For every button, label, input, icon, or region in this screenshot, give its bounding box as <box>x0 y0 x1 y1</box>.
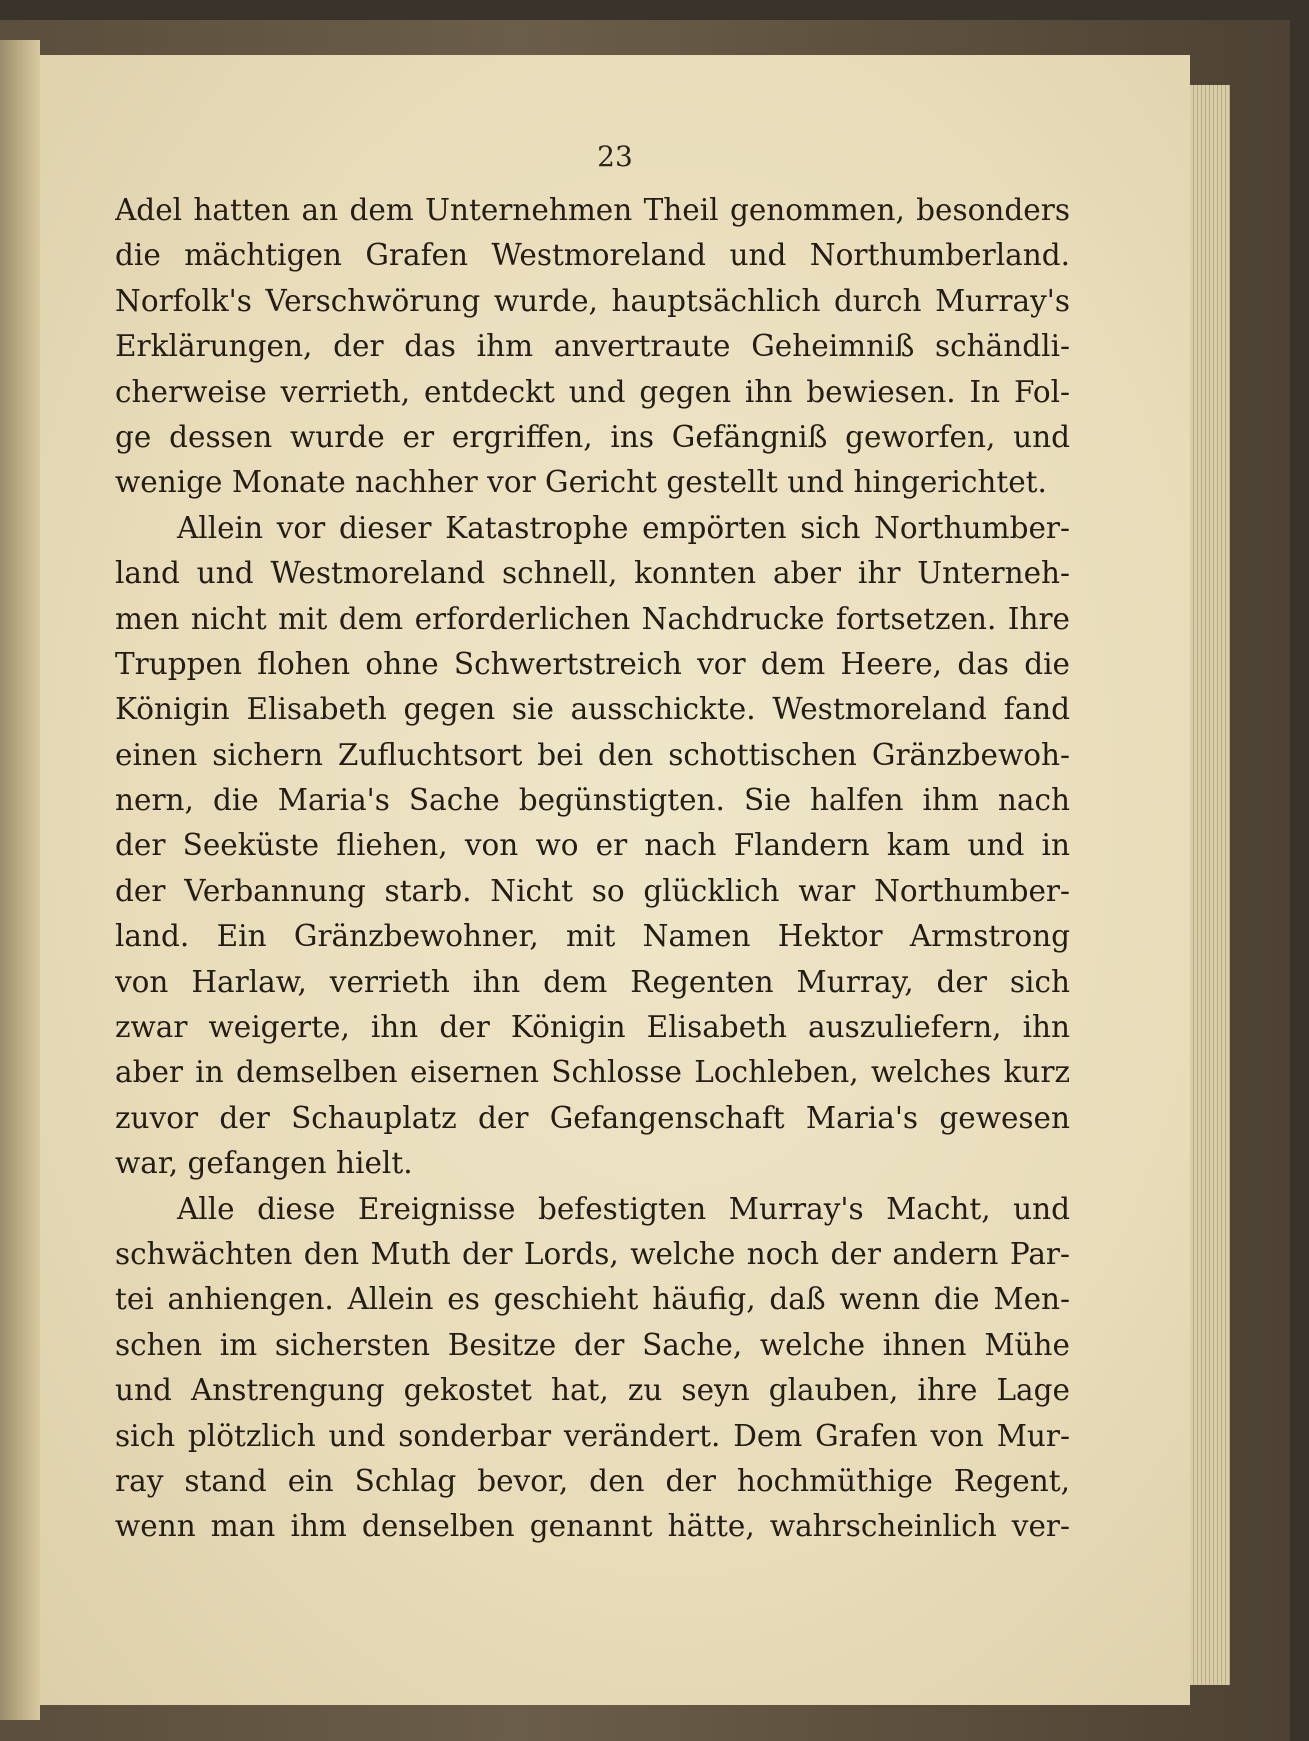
text-line: einen sichern Zufluchtsort bei den schottischen Gränzbewoh- <box>115 737 1070 772</box>
text-line: der Seeküste fliehen, von wo er nach Flandern kam und in <box>115 828 1070 863</box>
text-line: wenn man ihm denselben genannt hätte, wahrscheinlich ver- <box>115 1509 1070 1544</box>
text-line: war, gefangen hielt. <box>115 1146 413 1181</box>
text-line: land. Ein Gränzbewohner, mit Namen Hektor Armstrong <box>115 919 1070 954</box>
text-line: Truppen flohen ohne Schwertstreich vor dem Heere, das die <box>115 646 1070 681</box>
text-line: cherweise verrieth, entdeckt und gegen ihn bewiesen. In Fol- <box>115 374 1070 409</box>
text-line: Erklärungen, der das ihm anvertraute Geheimniß schändli- <box>115 329 1070 364</box>
text-line: und Anstrengung gekostet hat, zu seyn glauben, ihre Lage <box>115 1373 1070 1408</box>
text-line: land und Westmoreland schnell, konnten aber ihr Unterneh- <box>115 556 1070 591</box>
body-text <box>115 188 1070 1550</box>
text-line: nern, die Maria's Sache begünstigten. Sie halfen ihm nach <box>115 783 1070 818</box>
text-line: Adel hatten an dem Unternehmen Theil genommen, besonders <box>115 193 1070 227</box>
text-line: zuvor der Schauplatz der Gefangenschaft Maria's gewesen <box>115 1100 1070 1135</box>
text-line: tei anhiengen. Allein es geschieht häufig, daß wenn die Men- <box>115 1282 1070 1317</box>
text-line: zwar weigerte, ihn der Königin Elisabeth auszuliefern, ihn <box>115 1010 1070 1045</box>
text-line: aber in demselben eisernen Schlosse Lochleben, welches kurz <box>115 1055 1070 1090</box>
paragraph-start-line: Alle diese Ereignisse befestigten Murray's Macht, und <box>177 1191 1070 1226</box>
facing-page-edge <box>0 40 40 1720</box>
paragraph-start-line: Allein vor dieser Katastrophe empörten sich Northumber- <box>177 510 1070 545</box>
text-line: schwächten den Muth der Lords, welche noch der andern Par- <box>115 1236 1070 1271</box>
text-line: die mächtigen Grafen Westmoreland und Northumberland. <box>115 238 1070 273</box>
text-line: der Verbannung starb. Nicht so glücklich war Northumber- <box>115 873 1070 908</box>
text-line: schen im sichersten Besitze der Sache, welche ihnen Mühe <box>115 1327 1070 1362</box>
text-line: sich plötzlich und sonderbar verändert. Dem Grafen von Mur- <box>115 1418 1070 1453</box>
book-page <box>40 55 1190 1705</box>
text-line: Königin Elisabeth gegen sie ausschickte. Westmoreland fand <box>115 692 1070 727</box>
text-line: von Harlaw, verrieth ihn dem Regenten Murray, der sich <box>115 964 1070 999</box>
text-line: wenige Monate nachher vor Gericht gestellt und hingerichtet. <box>115 465 1047 500</box>
text-line: ray stand ein Schlag bevor, den der hochmüthige Regent, <box>115 1463 1070 1498</box>
text-line: ge dessen wurde er ergriffen, ins Gefängniß geworfen, und <box>115 419 1070 454</box>
text-line: men nicht mit dem erforderlichen Nachdrucke fortsetzen. Ihre <box>115 601 1070 636</box>
text-line: Norfolk's Verschwörung wurde, hauptsächlich durch Murray's <box>115 283 1070 318</box>
page-number: 23 <box>597 140 633 173</box>
